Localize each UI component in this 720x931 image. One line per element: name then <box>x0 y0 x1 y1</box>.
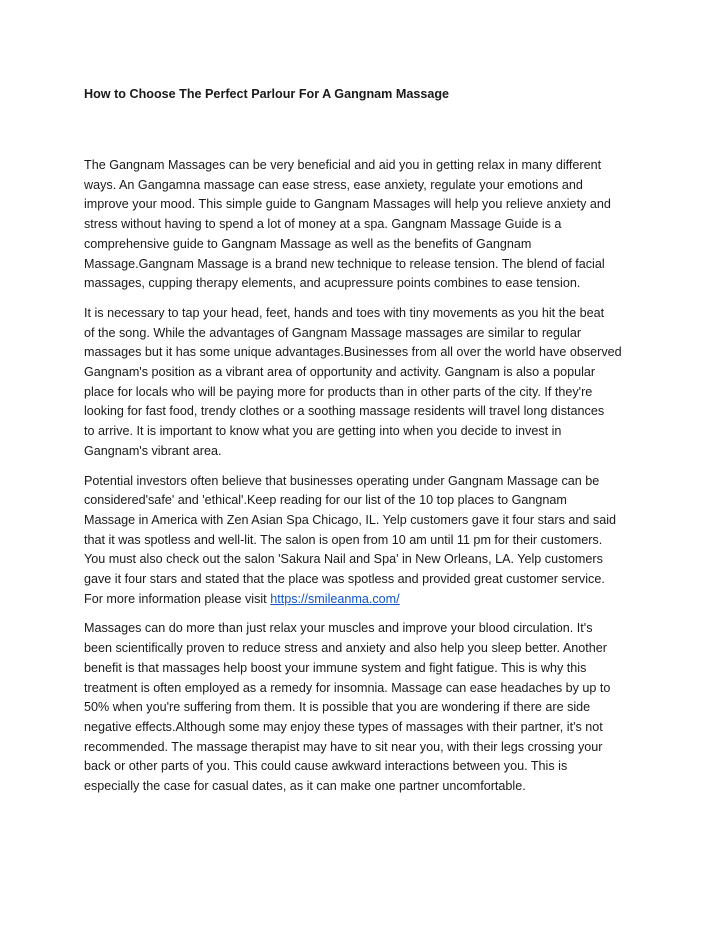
text-line: recommended. The massage therapist may have to sit near you, with their legs crossing your <box>84 739 603 754</box>
text-line: Massages can do more than just relax your muscles and improve your blood circulation. It's <box>84 621 593 636</box>
text-line: gave it four stars and stated that the place was spotless and provided great customer service. <box>84 572 605 587</box>
text-line: improve your mood. This simple guide to Gangnam Massages will help you relieve anxiety and <box>84 197 611 212</box>
document-body <box>84 156 632 797</box>
text-line: massages, cupping therapy elements, and acupressure points combines to ease tension. <box>84 276 581 291</box>
paragraph-4 <box>84 619 632 796</box>
text-line: been scientifically proven to reduce stress and anxiety and also help you sleep better. Another <box>84 641 607 656</box>
paragraph-2 <box>84 304 632 462</box>
text-line: especially the case for casual dates, as it can make one partner uncomfortable. <box>84 779 526 794</box>
text-line: to arrive. It is important to know what you are getting into when you decide to invest in <box>84 424 562 439</box>
text-line: benefit is that massages help boost your immune system and fight fatigue. This is why this <box>84 660 587 675</box>
text-line: that it was spotless and well-lit. The salon is open from 10 am until 11 pm for their customers. <box>84 532 603 547</box>
text-line: Gangnam's position as a vibrant area of opportunity and activity. Gangnam is also a popular <box>84 365 596 380</box>
link-line <box>84 590 632 610</box>
text-line: Potential investors often believe that businesses operating under Gangnam Massage can be <box>84 473 600 488</box>
text-line: 50% when you're suffering from them. It is possible that you are wondering if there are side <box>84 700 591 715</box>
text-line: stress without having to spend a lot of money at a spa. Gangnam Massage Guide is a <box>84 217 562 232</box>
website-link[interactable]: https://smileanma.com/ <box>270 591 400 606</box>
text-line: ways. An Gangamna massage can ease stress, ease anxiety, regulate your emotions and <box>84 177 583 192</box>
text-line: place for locals who will be paying more for products than in other parts of the city. If they're <box>84 384 593 399</box>
text-line: massages but it has some unique advantages.Businesses from all over the world have observed <box>84 345 622 360</box>
text-line: Massage in America with Zen Asian Spa Chicago, IL. Yelp customers gave it four stars and said <box>84 512 617 527</box>
text-line: comprehensive guide to Gangnam Massage as well as the benefits of Gangnam <box>84 236 532 251</box>
text-line: The Gangnam Massages can be very beneficial and aid you in getting relax in many different <box>84 158 602 172</box>
link-prefix: For more information please visit <box>84 591 271 606</box>
text-line: treatment is often employed as a remedy for insomnia. Massage can ease headaches by up to <box>84 680 611 695</box>
paragraph-1 <box>84 156 632 294</box>
text-line: negative effects.Although some may enjoy these types of massages with their partner, it's not <box>84 719 603 734</box>
text-line: It is necessary to tap your head, feet, hands and toes with tiny movements as you hit the beat <box>84 305 605 320</box>
text-line: Massage.Gangnam Massage is a brand new technique to release tension. The blend of facial <box>84 256 605 271</box>
paragraph-3 <box>84 472 632 610</box>
text-line: Gangnam's vibrant area. <box>84 443 222 458</box>
text-line: You must also check out the salon 'Sakura Nail and Spa' in New Orleans, LA. Yelp customers <box>84 552 603 567</box>
text-line: back or other parts of you. This could cause awkward interactions between you. This is <box>84 759 568 774</box>
document-page <box>84 84 632 807</box>
text-line: of the song. While the advantages of Gangnam Massage massages are similar to regular <box>84 325 582 340</box>
text-line: looking for fast food, trendy clothes or a soothing massage residents will travel long distances <box>84 404 605 419</box>
document-title: How to Choose The Perfect Parlour For A Gangnam Massage <box>84 87 450 101</box>
text-line: considered'safe' and 'ethical'.Keep reading for our list of the 10 top places to Gangnam <box>84 493 567 508</box>
